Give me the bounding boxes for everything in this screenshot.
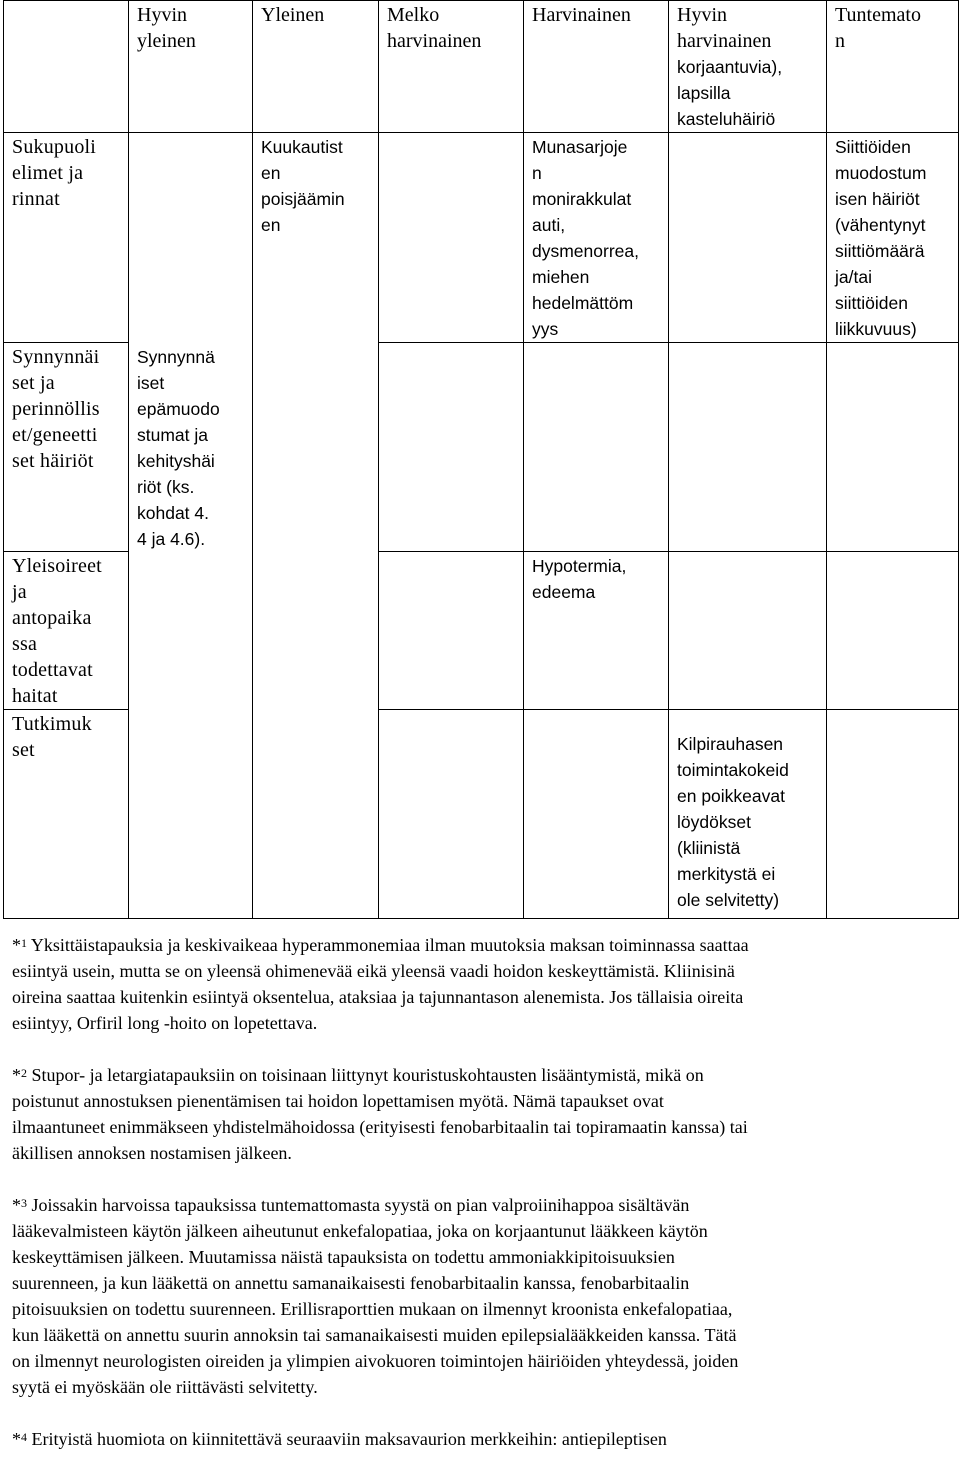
table-cell [253, 343, 379, 552]
footnote: *$^3$ Joissakin harvoissa tapauksissa tuntemattomasta syystä on pian valproiinihappoa sisältävän lääkevalmisteen käytön jälkeen aiheutunut enkefalopatiaa, joka on korjaantunut lääkkeen käytön keskeyttämisen jälkeen. Muutamissa näistä tapauksista on todettu ammoniakkipitoisuuksien suurenneen, ja kun lääkettä on annettu samanaikaisesti fenobarbitaalin kanssa, fenobarbitaalin pitoisuuksien on todettu suurenneen. Erillisraporttien mukaan on ilmennyt kroonista enkefalopatiaa, kun lääkettä on annettu suurin annoksin tai samanaikaisesti muiden epilepsialääkkeiden kanssa. Tätä on ilmennyt neurologisten oireiden ja ylimpien aivokuoren toimintojen häiriöiden yhteydessä, joiden syytä ei myöskään ole riittävästi selvitetty. [12, 1195, 739, 1397]
table-cell [827, 343, 959, 552]
table-row [4, 133, 959, 343]
table-cell: Kilpirauhasen toimintakokeid en poikkeavat löydökset (kliinistä merkitystä ei ole selvitetty) [669, 710, 827, 919]
table-cell [524, 710, 669, 919]
table-cell: Siittiöiden muodostum isen häiriöt (vähentynyt siittiömäärä ja/tai siittiöiden liikkuvuus) [827, 133, 959, 343]
row-category: Sukupuoli elimet ja rinnat [4, 133, 129, 343]
table-cell [253, 710, 379, 919]
table-cell: Synnynnä iset epämuodo stumat ja kehityshäi riöt (ks. kohdat 4. 4 ja 4.6). [129, 343, 253, 552]
table-cell [129, 133, 253, 343]
adverse-effects-table [3, 0, 959, 919]
table-cell [379, 552, 524, 710]
row-category: Yleisoireet ja antopaika ssa todettavat haitat [4, 552, 129, 710]
table-cell: Hypotermia, edeema [524, 552, 669, 710]
table-cell [379, 343, 524, 552]
table-row [4, 552, 959, 710]
table-cell: Munasarjoje n monirakkulat auti, dysmenorrea, miehen hedelmättöm yys [524, 133, 669, 343]
table-cell [253, 552, 379, 710]
row-category: Synnynnäi set ja perinnöllis et/geneetti set häiriöt [4, 343, 129, 552]
table-cell [129, 710, 253, 919]
header-row [4, 1, 959, 133]
table-row [4, 710, 959, 919]
table-cell [827, 552, 959, 710]
header-unknown: Tuntemato n [827, 1, 959, 133]
footnote: *$^1$ Yksittäistapauksia ja keskivaikeaa hyperammonemiaa ilman muutoksia maksan toiminnassa saattaa esiintyä usein, mutta se on yleensä ohimenevää eikä yleensä vaadi hoidon keskeyttämistä. Kliinisinä oireina saattaa kuitenkin esiintyä oksentelua, ataksiaa ja tajunnantason alenemista. Jos tällaisia oireita esiintyy, Orfiril long -hoito on lopetettava. [12, 935, 749, 1033]
header-uncommon: Melko harvinainen [379, 1, 524, 133]
table-cell: Kuukautist en poisjäämin en [253, 133, 379, 343]
table-cell [827, 710, 959, 919]
table-cell [379, 710, 524, 919]
header-very-rare-label: Hyvin harvinainen [677, 4, 772, 52]
table-cell [524, 343, 669, 552]
header-category [4, 1, 129, 133]
table-cell [379, 133, 524, 343]
header-very-rare [669, 1, 827, 133]
table-row [4, 343, 959, 552]
table-cell [669, 552, 827, 710]
footnotes [12, 932, 942, 1478]
row-category: Tutkimuk set [4, 710, 129, 919]
table-cell [669, 343, 827, 552]
header-very-common: Hyvin yleinen [129, 1, 253, 133]
table-cell [129, 552, 253, 710]
footnote: *$^4$ Erityistä huomiota on kiinnitettävä seuraaviin maksavaurion merkkeihin: antiepileptisen [12, 1429, 667, 1449]
header-common: Yleinen [253, 1, 379, 133]
footnote: *$^2$ Stupor- ja letargiatapauksiin on toisinaan liittynyt kouristuskohtausten lisääntymistä, mikä on poistunut annostuksen pienentämisen tai hoidon lopettamisen myötä. Nämä tapaukset ovat ilmaantuneet enimmäkseen yhdistelmähoidossa (erityisesti fenobarbitaalin tai topiramaatin kanssa) tai äkillisen annoksen nostamisen jälkeen. [12, 1065, 748, 1163]
table-cell [669, 133, 827, 343]
header-rare: Harvinainen [524, 1, 669, 133]
continuation-text: korjaantuvia), lapsilla kasteluhäiriö [677, 57, 783, 129]
